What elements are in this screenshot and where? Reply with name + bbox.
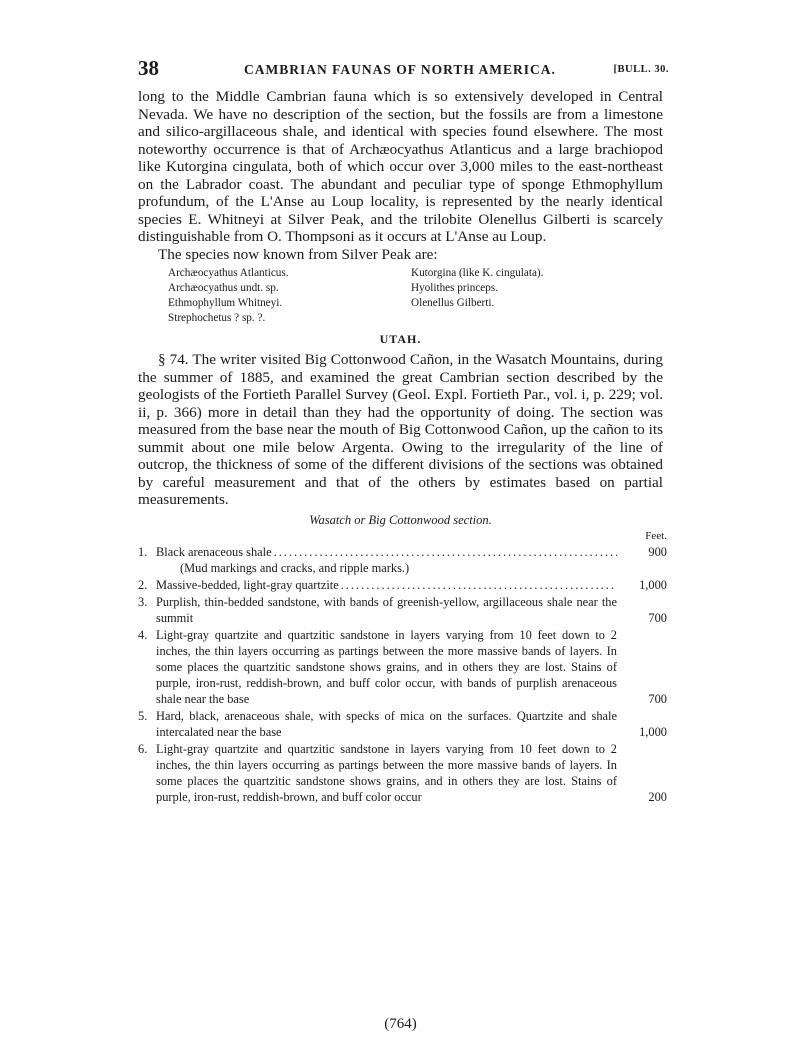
paragraph-silver-peak: long to the Middle Cambrian fauna which is so extensively developed in Central Nevada. We have no description of the section, but the fossils are from a limestone and silico-argillaceous shale, and identical with species found elsewhere. The most noteworthy occurrence is that of Archæocyathus Atlanticus and a large brachiopod like Kutorgina cingulata, both of which occur over 3,000 miles to the east-northeast on the Labrador coast. The abundant and peculiar type of sponge Ethmophyllum profundum, of the L'Anse au Loup locality, is represented by the nearly identical species E. Whitneyi at Silver Peak, and the trilobite Olenellus Gilberti is scarcely distinguishable from O. Thompsoni as it occurs at L'Anse au Loup. <box>138 88 663 245</box>
section-entry <box>138 577 667 593</box>
section-entry <box>138 544 667 576</box>
species-item <box>411 311 663 326</box>
entry-value: 700 <box>648 610 667 625</box>
paragraph-utah: § 74. The writer visited Big Cottonwood Cañon, in the Wasatch Mountains, during the summer of 1885, and examined the great Cambrian section described by the geologists of the Fortieth Parallel Survey (Geol. Expl. Fortieth Par., vol. i, p. 229; vol. ii, p. 366) more in detail than they had the opportunity of doing. The section was measured from the base near the mouth of Big Cottonwood Cañon, up the cañon to its summit about one mile below Argenta. Owing to the irregularity of the line of outcrop, the thickness of some of the different divisions of the sections was obtained by careful measurement and that of the others by estimates based on partial measurements. <box>138 351 663 508</box>
species-item: Strephochetus ? sp. ?. <box>168 312 266 324</box>
entry-text: Purplish, thin-bedded sandstone, with bands of greenish-yellow, argillaceous shale near the summit <box>156 594 617 625</box>
section-heading-utah: UTAH. <box>379 332 422 346</box>
running-head <box>138 56 669 80</box>
body-text-utah <box>138 351 663 509</box>
section-entry <box>138 594 667 626</box>
species-item: Olenellus Gilberti. <box>411 297 495 309</box>
entry-number: 2. <box>138 577 148 592</box>
unit-header: Feet. <box>645 529 667 542</box>
leader-dots <box>274 544 617 560</box>
entry-value: 700 <box>648 691 667 706</box>
species-intro: The species now known from Silver Peak are: <box>158 245 438 263</box>
running-title: CAMBRIAN FAUNAS OF NORTH AMERICA. <box>244 62 556 77</box>
entry-number: 4. <box>138 627 148 642</box>
entry-value: 200 <box>648 789 667 804</box>
page-footer: (764) <box>384 1016 417 1032</box>
section-entry <box>138 708 667 740</box>
species-list <box>168 266 663 326</box>
entry-number: 5. <box>138 708 148 723</box>
stratigraphic-section <box>138 512 667 805</box>
species-item: Hyolithes princeps. <box>411 282 498 294</box>
species-item: Archæocyathus undt. sp. <box>168 282 279 294</box>
page-number: 38 <box>138 56 159 80</box>
entry-text: Light-gray quartzite and quartzitic sandstone in layers varying from 10 feet down to 2 inches, the thin layers occurring as partings between the more massive bands of layers. In some places the quartzitic sandstone shows grains, and in others they are lost. Stains of purple, iron-rust, reddish-brown, and buff color occur <box>156 741 617 804</box>
body-text <box>138 88 663 263</box>
entry-number: 3. <box>138 594 148 609</box>
entry-text: Light-gray quartzite and quartzitic sandstone in layers varying from 10 feet down to 2 inches, the thin layers occurring as partings between the more massive bands of layers. In some places the quartzitic sandstone shows grains, and in others they are lost. Stains of purple, iron-rust, reddish-brown, and buff color occur, with bands of purplish arenaceous shale near the base <box>156 627 617 706</box>
section-entry <box>138 627 667 707</box>
entry-value: 1,000 <box>639 724 667 739</box>
page <box>138 56 669 1032</box>
entry-text: Black arenaceous shale <box>156 544 272 559</box>
entry-text: Massive-bedded, light-gray quartzite <box>156 577 339 592</box>
bulletin-number: [BULL. 30. <box>613 64 669 75</box>
entry-value: 900 <box>648 544 667 559</box>
entry-number: 1. <box>138 544 148 559</box>
species-item: Kutorgina (like K. cingulata). <box>411 267 544 279</box>
entry-text: Hard, black, arenaceous shale, with specks of mica on the surfaces. Quartzite and shale intercalated near the base <box>156 708 617 739</box>
section-title: Wasatch or Big Cottonwood section. <box>309 512 492 527</box>
leader-dots <box>341 577 617 593</box>
entry-value: 1,000 <box>639 577 667 592</box>
entry-note: (Mud markings and cracks, and ripple marks.) <box>180 560 410 575</box>
entry-number: 6. <box>138 741 148 756</box>
species-item: Archæocyathus Atlanticus. <box>168 267 289 279</box>
section-entry <box>138 741 667 805</box>
species-item: Ethmophyllum Whitneyi. <box>168 297 283 309</box>
